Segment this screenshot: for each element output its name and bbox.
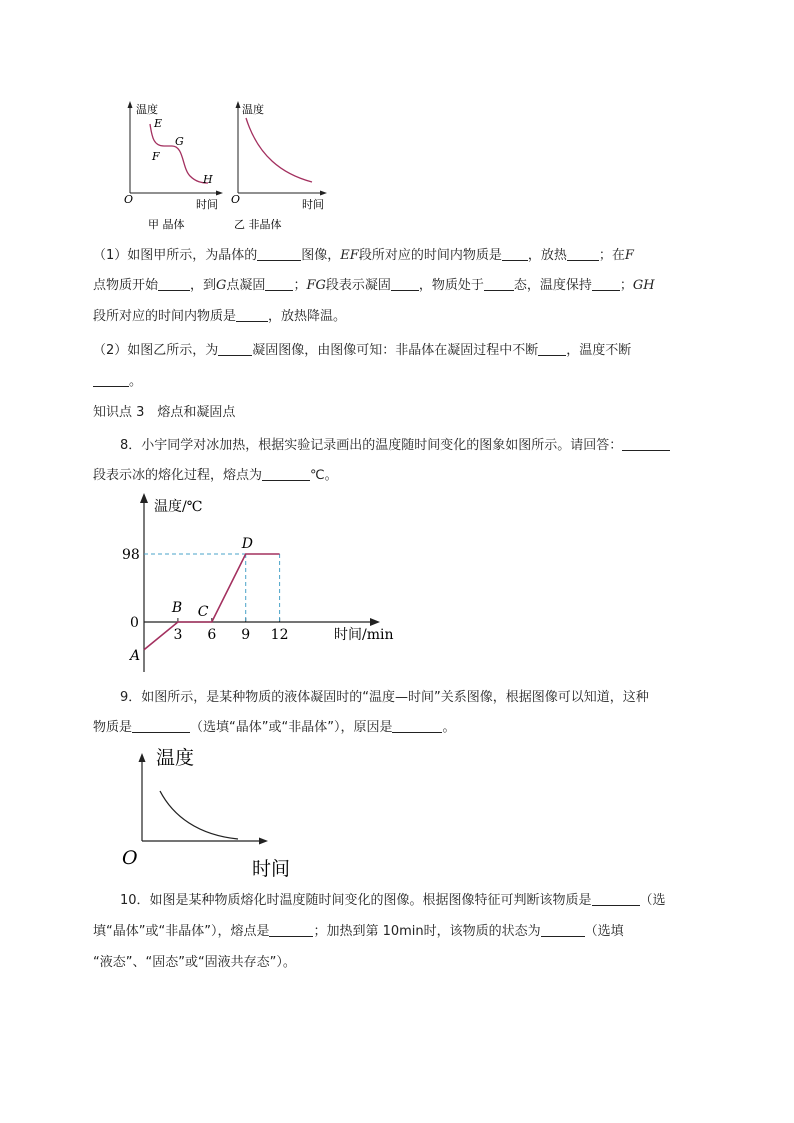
text: ；在 bbox=[598, 248, 625, 263]
text: 图像， bbox=[301, 248, 341, 263]
text: ； bbox=[293, 278, 307, 293]
answer-blank[interactable] bbox=[502, 246, 528, 261]
amorphous-curve bbox=[246, 118, 312, 182]
q8-line1 bbox=[120, 436, 705, 456]
text: 段表示凝固 bbox=[325, 278, 391, 293]
y-axis-label: 温度 bbox=[136, 103, 158, 116]
point-label-a: A bbox=[130, 647, 141, 664]
answer-blank[interactable] bbox=[265, 276, 293, 291]
y-axis-label: 温度/℃ bbox=[154, 499, 203, 515]
point-label-h: H bbox=[203, 173, 213, 186]
q7-part1-line3 bbox=[93, 307, 705, 327]
y-tick-label: 98 bbox=[122, 547, 140, 563]
answer-blank[interactable] bbox=[622, 436, 670, 451]
text: 点物质开始 bbox=[93, 278, 159, 293]
text: ，温度不断 bbox=[566, 343, 632, 358]
x-axis-arrow-icon bbox=[320, 191, 327, 196]
text: ，物质处于 bbox=[418, 278, 484, 293]
cooling-curve bbox=[160, 791, 238, 839]
figure-caption: 甲 晶体 bbox=[148, 218, 185, 231]
q7-part1-line1 bbox=[93, 246, 705, 266]
y-axis-arrow-icon bbox=[139, 753, 146, 762]
segment-label: FG bbox=[306, 278, 326, 293]
x-axis-label: 时间 bbox=[252, 858, 291, 880]
answer-blank[interactable] bbox=[592, 276, 620, 291]
y-axis-arrow-icon bbox=[236, 101, 241, 108]
solidification-chart bbox=[118, 740, 308, 880]
text: 物质是 bbox=[93, 720, 133, 735]
text: 。 bbox=[129, 374, 143, 389]
text: （选填“晶体”或“非晶体”），原因是 bbox=[190, 720, 393, 735]
answer-blank[interactable] bbox=[218, 341, 252, 356]
answer-blank[interactable] bbox=[236, 307, 268, 322]
origin-label: O bbox=[124, 193, 134, 206]
x-axis-arrow-icon bbox=[370, 618, 380, 626]
section-heading: 知识点 3 熔点和凝固点 bbox=[93, 405, 236, 420]
q10-line1 bbox=[120, 891, 705, 911]
q7-part1-line2 bbox=[93, 276, 705, 296]
point-label: F bbox=[624, 248, 634, 263]
y-axis-arrow-icon bbox=[128, 101, 133, 108]
origin-label: 0 bbox=[130, 615, 139, 631]
answer-blank[interactable] bbox=[391, 276, 419, 291]
text: 段所对应的时间内物质是 bbox=[358, 248, 502, 263]
text: ；加热到第 10min时，该物质的状态为 bbox=[313, 924, 541, 939]
text: （选 bbox=[639, 893, 666, 908]
point-label-e: E bbox=[154, 117, 163, 130]
text: （选填 bbox=[584, 924, 624, 939]
q9-line1: 9．如图所示，是某种物质的液体凝固时的“温度—时间”关系图像，根据图像可以知道，这种 bbox=[120, 690, 649, 705]
answer-blank[interactable] bbox=[392, 718, 442, 733]
text: ，放热 bbox=[527, 248, 567, 263]
point-label-b: B bbox=[171, 600, 183, 616]
text: 填“晶体”或“非晶体”），熔点是 bbox=[93, 924, 270, 939]
point-label-f: F bbox=[152, 150, 160, 163]
q7-part2-line2 bbox=[93, 372, 705, 392]
text: 凝固图像，由图像可知：非晶体在凝固过程中不断 bbox=[252, 343, 539, 358]
answer-blank[interactable] bbox=[158, 276, 190, 291]
y-axis-label: 温度 bbox=[156, 747, 195, 769]
point-label: G bbox=[216, 278, 227, 293]
answer-blank[interactable] bbox=[262, 466, 310, 481]
segment-label: GH bbox=[632, 278, 655, 293]
y-axis-label: 温度 bbox=[242, 103, 264, 116]
origin-label: O bbox=[231, 193, 241, 206]
x-tick-label: 6 bbox=[207, 627, 217, 643]
x-axis-arrow-icon bbox=[259, 838, 268, 845]
answer-blank[interactable] bbox=[257, 246, 301, 261]
answer-blank[interactable] bbox=[541, 922, 585, 937]
text: （1）如图甲所示，为晶体的 bbox=[93, 248, 258, 263]
y-axis-arrow-icon bbox=[140, 493, 148, 503]
point-label-d: D bbox=[241, 536, 253, 552]
q9-line2 bbox=[93, 718, 705, 738]
origin-label: O bbox=[122, 847, 138, 869]
figure-yi bbox=[222, 98, 330, 238]
text: 点凝固 bbox=[226, 278, 266, 293]
answer-blank[interactable] bbox=[567, 246, 599, 261]
text: 段所对应的时间内物质是 bbox=[93, 309, 237, 324]
point-label-c: C bbox=[197, 604, 209, 620]
text: ； bbox=[619, 278, 633, 293]
text: 段表示冰的熔化过程，熔点为 bbox=[93, 468, 263, 483]
q7-part2-line1 bbox=[93, 341, 705, 361]
ice-heating-chart bbox=[110, 487, 410, 677]
x-axis-label: 时间/min bbox=[334, 627, 394, 643]
text: ，放热降温。 bbox=[268, 309, 347, 324]
x-tick-label: 3 bbox=[173, 627, 183, 643]
q10-line2 bbox=[93, 922, 705, 942]
x-tick-label: 9 bbox=[241, 627, 251, 643]
answer-blank[interactable] bbox=[538, 341, 566, 356]
q10-line3: “液态”、“固态”或“固液共存态”）。 bbox=[93, 955, 296, 970]
point-label-g: G bbox=[175, 135, 184, 148]
q8-line2 bbox=[93, 466, 705, 486]
x-axis-label: 时间 bbox=[196, 198, 218, 211]
text: 8．小宇同学对冰加热，根据实验记录画出的温度随时间变化的图象如图所示。请回答： bbox=[120, 438, 623, 453]
x-tick-label: 12 bbox=[270, 627, 289, 643]
segment-label: EF bbox=[340, 248, 359, 263]
text: ，到 bbox=[190, 278, 217, 293]
text: （2）如图乙所示，为 bbox=[93, 343, 219, 358]
answer-blank[interactable] bbox=[93, 372, 129, 387]
answer-blank[interactable] bbox=[592, 891, 640, 906]
text: 。 bbox=[442, 720, 456, 735]
x-axis-label: 时间 bbox=[302, 198, 324, 211]
text: 态，温度保持 bbox=[513, 278, 592, 293]
figure-caption: 乙 非晶体 bbox=[234, 218, 282, 231]
answer-blank[interactable] bbox=[132, 718, 190, 733]
answer-blank[interactable] bbox=[484, 276, 514, 291]
text: 10．如图是某种物质熔化时温度随时间变化的图像。根据图像特征可判断该物质是 bbox=[120, 893, 592, 908]
figure-jia bbox=[112, 98, 224, 238]
answer-blank[interactable] bbox=[269, 922, 313, 937]
text: ℃。 bbox=[310, 468, 338, 483]
